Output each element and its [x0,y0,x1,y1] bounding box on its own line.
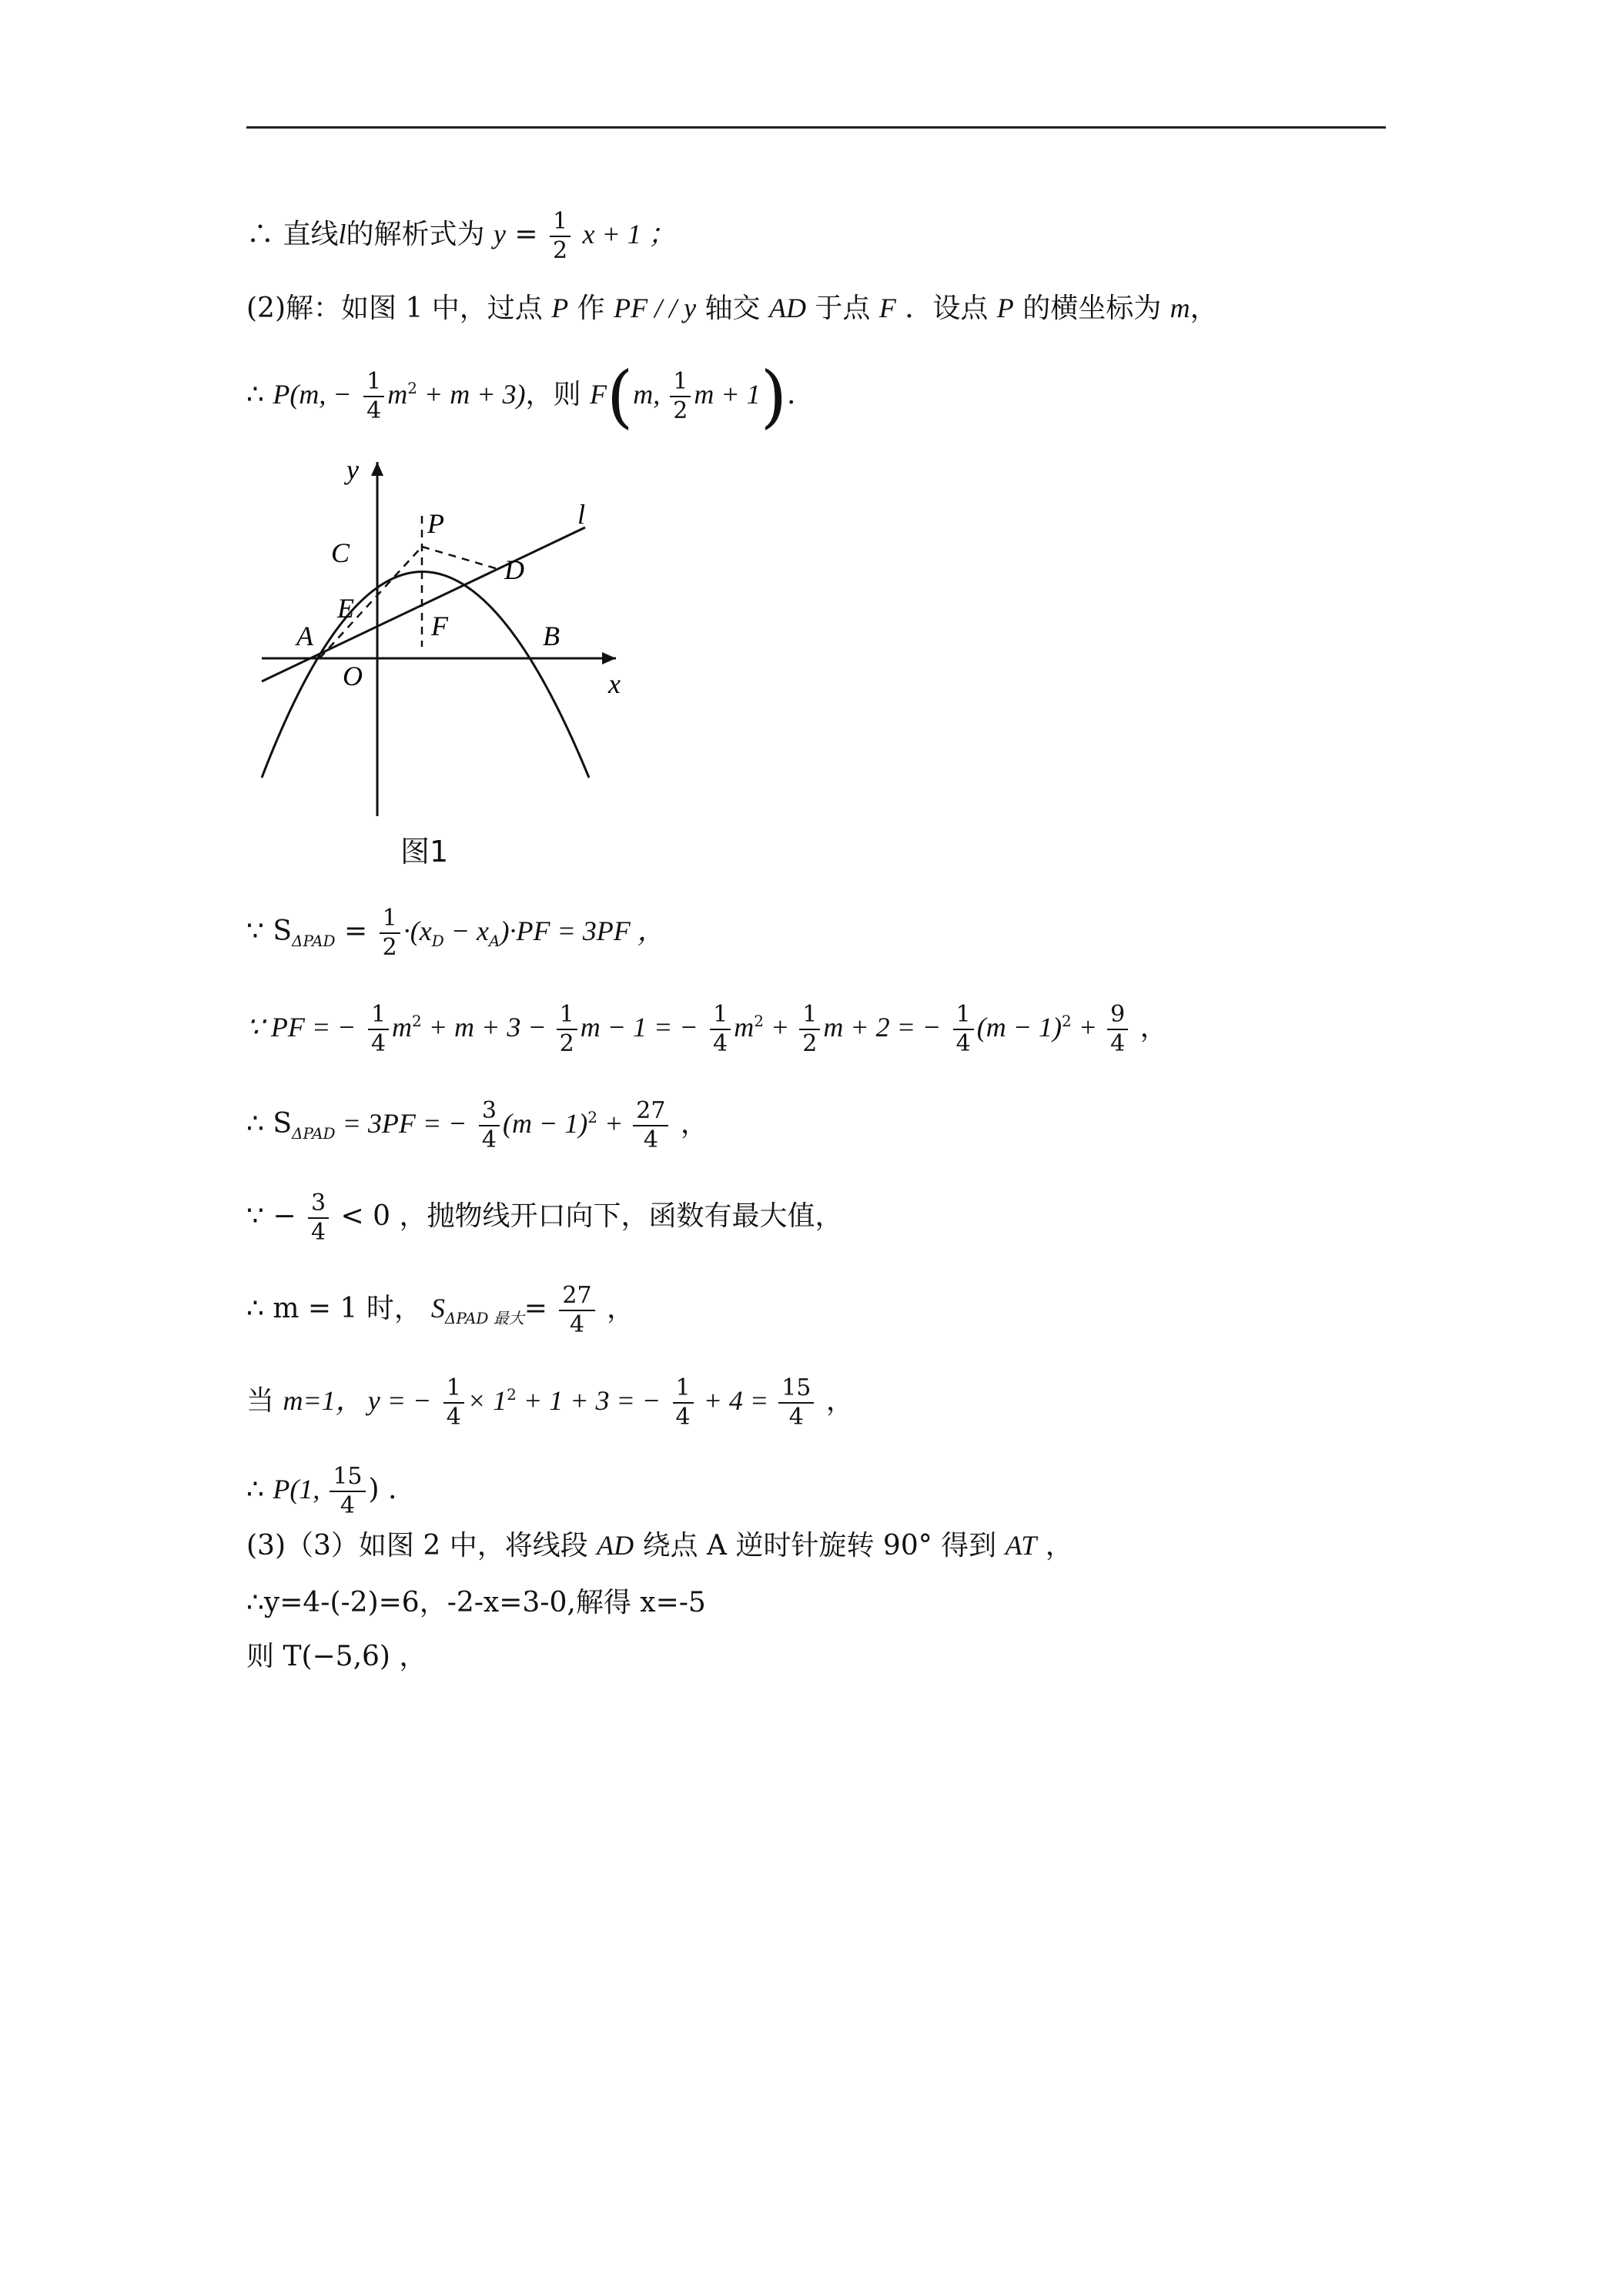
text: + [763,1012,797,1043]
figure-caption: 图1 [400,835,449,869]
label-a: A [296,621,313,651]
numerator: 15 [778,1374,814,1404]
denominator: 4 [481,1126,497,1153]
text: + [1071,1012,1105,1043]
text: ·(x [403,915,432,946]
var: P [996,293,1014,323]
text: m, [633,379,668,410]
text: 作 [568,293,614,324]
exponent: 2 [507,1385,517,1404]
text: ∴ [246,379,273,410]
text: ∴ S [246,1108,293,1140]
fraction [1107,1001,1128,1058]
line-4 [246,905,665,962]
line-13 [246,1640,427,1674]
fraction [363,368,384,425]
text: = [505,219,547,250]
denominator: 2 [552,237,568,264]
fraction [479,1097,500,1154]
text: 绕点 A 逆时针旋转 90° 得到 [634,1530,1006,1561]
var-y: y [493,219,506,249]
denominator: 2 [559,1030,574,1057]
text: ，则 [525,379,590,410]
text: ， [1190,293,1218,324]
denominator: 4 [310,1219,326,1246]
parabola-figure [246,447,647,832]
line-10 [246,1463,397,1520]
line-9 [246,1374,854,1431]
label-e: E [337,593,354,624]
denominator: 4 [1110,1030,1126,1057]
var-l: l [338,219,346,249]
text: m=1， [283,1385,363,1416]
line-7 [246,1190,842,1247]
fraction [330,1463,365,1520]
var: F [589,379,607,410]
text: + 1 + 3 = − [516,1385,661,1416]
text: ∵ S [246,915,293,947]
numerator: 1 [670,368,691,397]
text: + m + 3) [417,379,526,410]
denominator: 4 [569,1311,585,1338]
line-1 [246,208,676,265]
fraction [380,905,400,962]
numerator: 1 [550,208,571,237]
text: )·PF = 3PF ， [500,915,665,946]
text: P(m, − [273,379,352,410]
line-6 [246,1097,708,1154]
text: ， [597,1293,635,1324]
denominator: 4 [366,397,382,424]
var: F [878,293,896,323]
text: ， [817,1385,854,1417]
fraction [778,1374,814,1431]
text: x + 1 ； [582,219,676,249]
label-f: F [431,611,448,641]
denominator: 4 [446,1404,461,1431]
line-11 [246,1528,1073,1563]
exponent: 2 [412,1012,422,1030]
text: = [524,1293,547,1324]
denominator: 4 [788,1404,804,1431]
label-d: D [504,554,524,585]
text: ．设点 [895,293,997,324]
var: m [1170,293,1190,323]
line-8 [246,1282,634,1339]
subscript: ΔPAD 最大 [444,1309,524,1328]
text: m + 1 [694,379,761,410]
text: m − 1 = − [580,1012,698,1043]
var: PF / / y [614,293,697,323]
text: ∵ PF = − [246,1012,356,1043]
text: = 3PF = − [335,1108,467,1139]
fraction [710,1001,731,1058]
text: 则 T(−5,6) ， [246,1641,427,1672]
fraction [633,1097,668,1154]
line-5 [246,1001,1168,1058]
line-2 [246,291,1218,326]
numerator: 1 [673,1374,694,1404]
text: 的解析式为 [346,219,485,250]
numerator: 1 [363,368,384,397]
header-rule [246,126,1386,129]
text: 于点 [805,293,879,324]
text: m [392,1012,413,1043]
denominator: 4 [675,1404,691,1431]
text: m [734,1012,755,1043]
exponent: 2 [1062,1012,1072,1030]
numerator: 15 [330,1463,365,1492]
text: m + 2 = − [823,1012,942,1043]
numerator: 27 [559,1282,594,1311]
text: < 0 ，抛物线开口向下，函数有最大值， [332,1200,843,1232]
var: AD [768,293,806,323]
numerator: 27 [633,1097,668,1126]
subscript: ΔPAD [292,932,336,951]
x-axis-arrow [602,652,616,664]
text: ∴y=4-(-2)=6，-2-x=3-0,解得 x=-5 [246,1587,706,1618]
numerator: 1 [799,1001,820,1030]
text: ∴ [246,1474,273,1505]
text: + [597,1108,631,1139]
var: P [551,293,569,323]
text: ∴ 直线 [246,219,339,250]
exponent: 2 [407,379,417,397]
subscript: ΔPAD [292,1124,336,1143]
denominator: 4 [340,1492,355,1519]
numerator: 1 [443,1374,464,1404]
fraction [953,1001,974,1058]
text: + m + 3 − [421,1012,554,1043]
subscript: D [431,932,444,951]
text: 的横坐标为 [1013,293,1170,324]
text: 轴交 [696,293,769,324]
text: (m − 1) [502,1108,588,1139]
exponent: 2 [587,1108,597,1126]
subscript: A [489,932,500,951]
text: ∵ − [246,1200,296,1232]
paren-close: ) [760,356,788,436]
fraction [557,1001,577,1058]
denominator: 2 [802,1030,818,1057]
numerator: 1 [557,1001,577,1030]
y-axis-arrow [371,462,383,476]
text: (2)解：如图 1 中，过点 [246,293,552,324]
label-y: y [346,454,359,485]
text: 当 [246,1385,283,1417]
numerator: 1 [953,1001,974,1030]
text: ， [1131,1012,1168,1043]
fraction [559,1282,594,1339]
numerator: 3 [479,1097,500,1126]
numerator: 9 [1107,1001,1128,1030]
line-3 [246,356,796,436]
denominator: 4 [643,1126,658,1153]
fraction [550,208,571,265]
label-p: P [427,508,444,539]
segment-pd [422,547,500,570]
var: AD [597,1530,634,1561]
text: × 1 [467,1385,507,1416]
denominator: 4 [955,1030,971,1057]
denominator: 2 [382,934,397,961]
exponent: 2 [754,1012,764,1030]
numerator: 1 [380,905,400,934]
numerator: 1 [368,1001,389,1030]
label-b: B [543,621,560,651]
text: ) . [368,1474,397,1505]
text: (3)（3）如图 2 中，将线段 [246,1530,597,1561]
denominator: 4 [370,1030,387,1057]
text: − x [443,915,490,946]
text: ， [671,1108,708,1140]
text: ∴ m = 1 时， [246,1293,422,1324]
fraction [368,1001,389,1058]
text: (m − 1) [976,1012,1062,1043]
fraction [799,1001,820,1058]
fraction [443,1374,464,1431]
label-o: O [343,661,363,691]
text: . [787,379,796,410]
text: + 4 = [696,1385,776,1416]
fraction [673,1374,694,1431]
numerator: 3 [308,1190,329,1219]
denominator: 4 [713,1030,728,1057]
numerator: 1 [710,1001,731,1030]
line-12 [246,1586,706,1620]
var: S [430,1293,445,1324]
var: AT [1005,1530,1037,1561]
text: ， [1036,1530,1073,1561]
label-c: C [331,537,350,568]
label-l: l [577,499,586,530]
denominator: 2 [673,397,688,424]
label-x: x [608,668,621,699]
text: m [387,379,408,410]
text: = [335,915,376,947]
fraction [308,1190,329,1247]
paren-open: ( [606,356,634,436]
fraction [670,368,691,425]
text: P(1, [273,1474,327,1504]
text: y = − [367,1385,432,1416]
